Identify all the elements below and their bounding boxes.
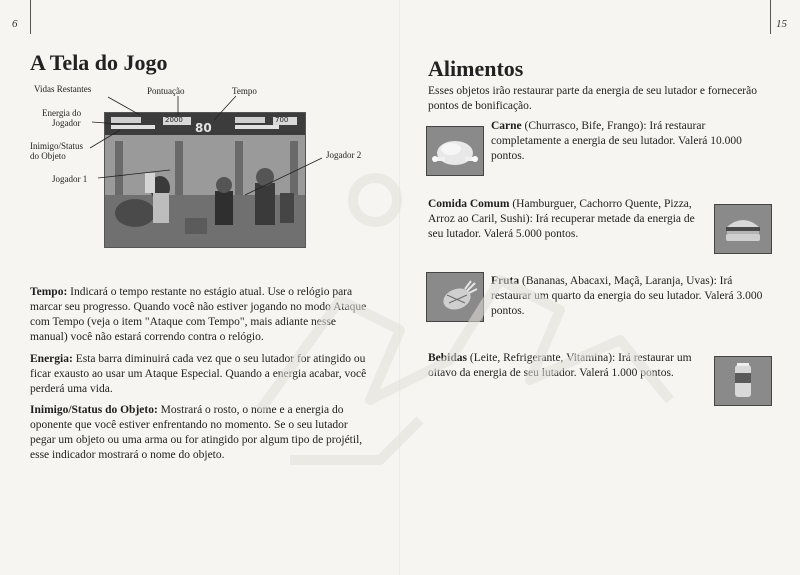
label-pontuacao: Pontuação [147,86,185,96]
svg-text:80: 80 [195,121,212,135]
item-carne [491,119,767,164]
term-comida-comum: Comida Comum [428,198,510,210]
label-jogador1: Jogador 1 [52,174,88,184]
label-inimigo-line1: Inimigo/Status [30,141,84,151]
text-carne: (Churrasco, Bife, Frango): Irá restaurar completamente a energia de seu lutador. Valerá 10.000 pontos. [491,120,742,162]
label-tempo: Tempo [232,86,257,96]
page-title-left: A Tela do Jogo [30,50,168,75]
term-fruta: Fruta [491,275,520,287]
hud-score: 2000 [165,116,183,124]
label-jogador2: Jogador 2 [326,150,362,160]
term-carne: Carne [491,120,522,132]
page-number-right: 15 [776,18,787,30]
drink-can-icon [714,356,772,406]
term-tempo: Tempo: [30,286,68,298]
text-tempo: Indicará o tempo restante no estágio atual. Use o relógio para marcar seu progresso. Quando você não estiver jogando no modo Ataque com Tempo (veja o item "Ataque com Tempo", mais adiante nesse manual) você não estará correndo contra o relógio. [30,286,367,343]
text-comida-comum: (Hamburguer, Cachorro Quente, Pizza, Arroz ao Caril, Sushi): Irá recuperar metade da energia de seu lutador. Valerá 5.000 pontos. [428,198,695,240]
term-energia: Energia: [30,353,73,365]
watermark-logo [200,160,720,520]
label-vidas-restantes: Vidas Restantes [34,84,92,94]
intro-text: Esses objetos irão restaurar parte da energia de seu lutador e fornecerão pontos de bonificação. [428,85,757,112]
page-number-left: 6 [12,18,18,30]
term-inimigo: Inimigo/Status do Objeto: [30,404,158,416]
text-inimigo: Mostrará o rosto, o nome e a energia do oponente que você estiver enfrentando no momento. Se o seu lutador pegar um objeto ou uma arma ou for atingido por algum tipo de projétil, esse indicador mostrará o nome do objeto. [30,404,363,461]
page-title-right: Alimentos [428,56,524,81]
text-fruta: (Bananas, Abacaxi, Maçã, Laranja, Uvas): Irá restaurar um quarto da energia do seu lutador. Valerá 3.000 pontos. [491,275,763,317]
term-bebidas: Bebidas [428,352,467,364]
label-energia-line2: Jogador [52,118,81,128]
text-bebidas: (Leite, Refrigerante, Vitamina): Irá restaurar um oitavo da energia de seu lutador. Valerá 1.000 pontos. [428,352,692,379]
hamburger-icon [714,204,772,254]
page-rule-right [770,0,771,34]
text-energia: Esta barra diminuirá cada vez que o seu lutador for atingido ou ficar exausto ao usar um Ataque Especial. Quando a energia acabar, você perderá uma vida. [30,353,367,395]
label-energia-line1: Energia do [42,108,82,118]
label-inimigo-line2: do Objeto [30,151,66,161]
hud-player2-score: 700 [275,116,289,124]
